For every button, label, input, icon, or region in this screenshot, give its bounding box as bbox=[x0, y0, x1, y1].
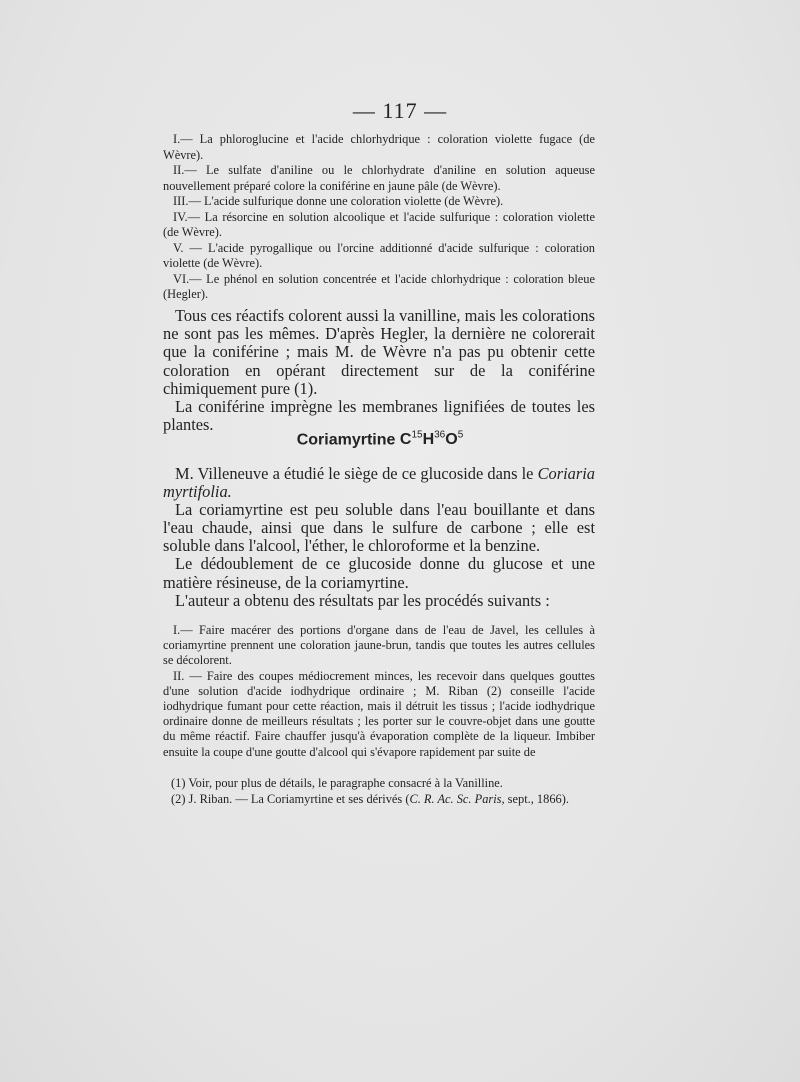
list-item: II. — Faire des coupes médiocrement minces, les recevoir dans quelques gouttes d'une solution d'acide iodhydrique ordinaire ; M. Riban (2) conseille l'acide iodhydrique fumant pour cette réaction, mais il détruit les tissus ; l'acide iodhydrique ordinaire donne de meilleurs résultats ; les porter sur le couvre-objet dans une goutte du même réactif. Faire chauffer jusqu'à évaporation complète de la liqueur. Imbiber ensuite la coupe d'une goutte d'alcool qui s'évapore rapidement par suite de bbox=[163, 668, 595, 759]
paragraph: Le dédoublement de ce glucoside donne du glucose et une matière résineuse, de la coriamyrtine. bbox=[163, 554, 595, 592]
list-item: II.— Le sulfate d'aniline ou le chlorhydrate d'aniline en solution aqueuse nouvellement préparé colore la coniférine en jaune pâle (de Wèvre). bbox=[163, 163, 595, 193]
page-number: — 117 — bbox=[352, 98, 448, 123]
list-item: IV.— La résorcine en solution alcoolique et l'acide sulfurique : coloration violette (de Wèvre). bbox=[163, 209, 595, 239]
list-item: I.— Faire macérer des portions d'organe dans de l'eau de Javel, les cellules à coriamyrtine prennent une coloration jaune-brun, tandis que toutes les autres cellules se décolorent. bbox=[163, 623, 595, 668]
section-heading bbox=[0, 430, 760, 449]
footnote: (1) Voir, pour plus de détails, le paragraphe consacré à la Vanilline. bbox=[171, 776, 503, 790]
body-text-section bbox=[163, 465, 595, 610]
paragraph: L'auteur a obtenu des résultats par les procédés suivants : bbox=[175, 590, 550, 610]
list-item: VI.— Le phénol en solution concentrée et l'acide chlorhydrique : coloration bleue (Hegler). bbox=[163, 271, 595, 301]
body-text-top bbox=[163, 307, 595, 434]
footnotes bbox=[163, 776, 595, 807]
list-item: V. — L'acide pyrogallique ou l'orcine additionné d'acide sulfurique : coloration violette (de Wèvre). bbox=[163, 240, 595, 270]
list-item: III.— L'acide sulfurique donne une coloration violette (de Wèvre). bbox=[173, 194, 504, 208]
paragraph: La coniférine imprègne les membranes lignifiées de toutes les plantes. bbox=[163, 397, 595, 435]
reagent-list bbox=[163, 132, 595, 303]
footnote: (2) J. Riban. — La Coriamyrtine et ses dérivés (C. R. Ac. Sc. Paris, sept., 1866). bbox=[171, 791, 569, 806]
chemical-formula: $C^{15}H^{36}O^5$ bbox=[399, 430, 464, 449]
list-item: I.— La phloroglucine et l'acide chlorhydrique : coloration violette fugace (de Wèvre). bbox=[163, 132, 595, 162]
paragraph: M. Villeneuve a étudié le siège de ce glucoside dans le Coriaria myrtifolia. bbox=[163, 464, 595, 502]
procedure-list bbox=[163, 623, 595, 760]
paragraph: Tous ces réactifs colorent aussi la vanilline, mais les colorations ne sont pas les mêmes. D'après Hegler, la dernière ne colorerait que la coniférine ; mais M. de Wèvre n'a pas pu obtenir cette coloration en opérant directement sur de la coniférine chimiquement pure (1). bbox=[163, 306, 595, 398]
section-title-text: Coriamyrtine bbox=[296, 431, 396, 449]
paragraph: La coriamyrtine est peu soluble dans l'eau bouillante et dans l'eau chaude, ainsi que dans le sulfure de carbone ; elle est soluble dans l'alcool, l'éther, le chloroforme et la benzine. bbox=[163, 500, 595, 556]
